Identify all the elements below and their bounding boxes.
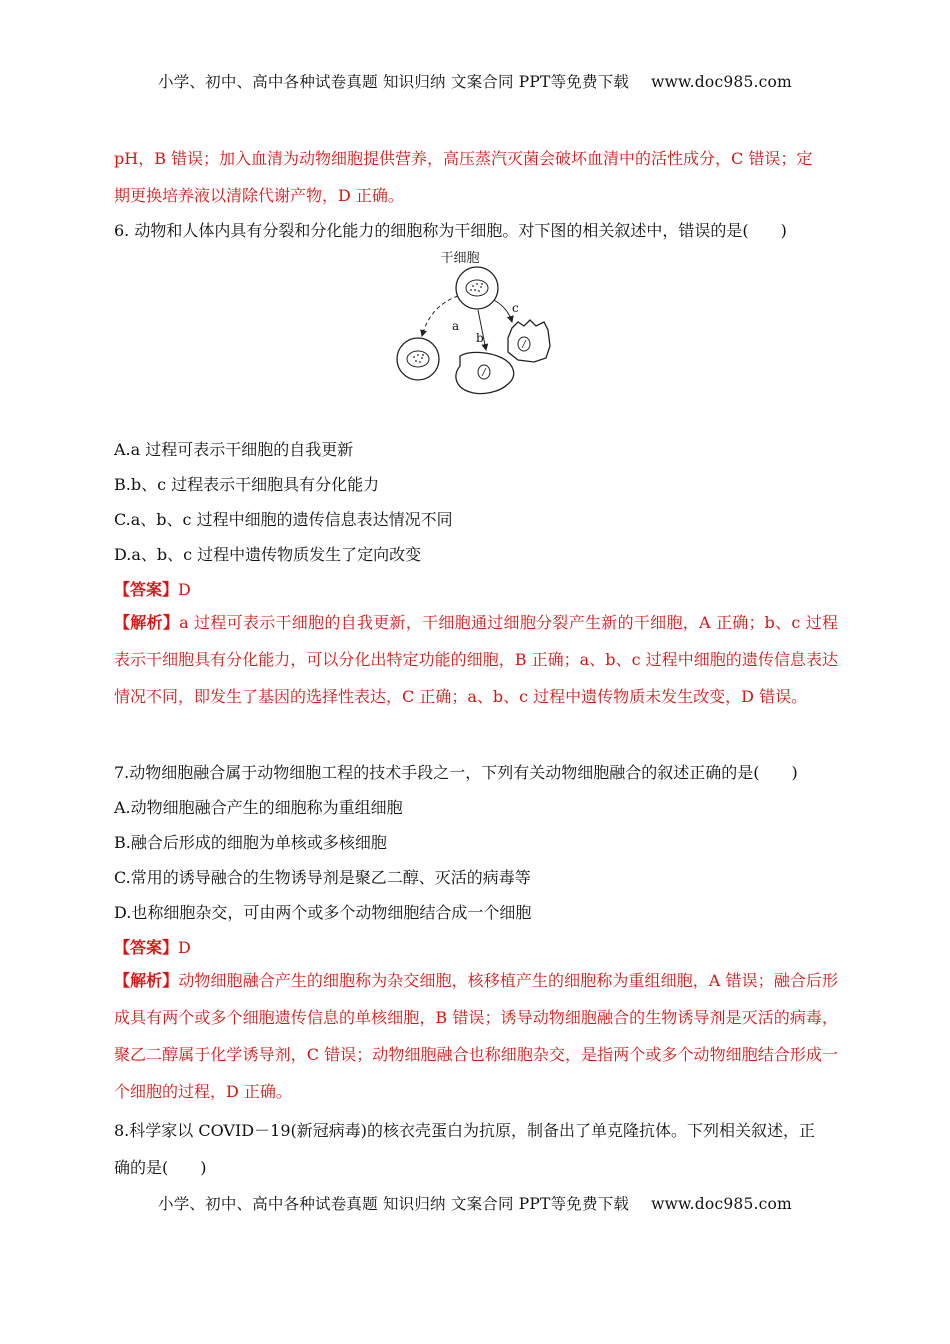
q7-option-c: C.常用的诱导融合的生物诱导剂是聚乙二醇、灭活的病毒等 xyxy=(114,868,531,887)
q6-answer-value: D xyxy=(178,580,191,599)
q7-analysis-text: 动物细胞融合产生的细胞称为杂交细胞，核移植产生的细胞称为重组细胞，A 错误；融合后形成具有两个或多个细胞遗传信息的单核细胞，B 错误；诱导动物细胞融合的生物诱导剂是灭活的病毒，聚乙二醇属于化学诱导剂，C 错误；动物细胞融合也称细胞杂交，是指两个或多个动物细胞结合形成一个细胞的过程，D 正确。 xyxy=(114,971,838,1101)
arrow-c xyxy=(494,300,512,322)
q7-option-d: D.也称细胞杂交，可由两个或多个动物细胞结合成一个细胞 xyxy=(114,903,532,922)
q6-option-d: D.a、b、c 过程中遗传物质发生了定向改变 xyxy=(114,545,422,564)
daughter-stem-cell xyxy=(397,338,439,380)
q6-option-a: A.a 过程可表示干细胞的自我更新 xyxy=(114,440,354,459)
q6-option-b: B.b、c 过程表示干细胞具有分化能力 xyxy=(114,475,380,494)
prev-analysis-line-1: pH，B 错误；加入血清为动物细胞提供营养，高压蒸汽灭菌会破坏血清中的活性成分，C 错误；定 xyxy=(114,149,813,168)
page-footer xyxy=(0,1192,950,1214)
q7-option-a: A.动物细胞融合产生的细胞称为重组细胞 xyxy=(114,798,403,817)
q6-analysis-tag: 【解析】 xyxy=(114,613,180,632)
differentiated-cell-b xyxy=(456,352,514,393)
stem-cell-diagram xyxy=(390,246,560,398)
label-c: c xyxy=(512,301,519,315)
q7-answer xyxy=(114,935,191,958)
q7-stem: 7.动物细胞融合属于动物细胞工程的技术手段之一，下列有关动物细胞融合的叙述正确的是( ) xyxy=(114,763,798,782)
q6-option-c: C.a、b、c 过程中细胞的遗传信息表达情况不同 xyxy=(114,510,453,529)
page-header xyxy=(0,70,950,92)
q6-analysis xyxy=(114,604,838,715)
footer-site-link[interactable]: www.doc985.com xyxy=(651,1195,792,1213)
q6-answer xyxy=(114,577,191,600)
label-b: b xyxy=(476,331,484,345)
q8-stem-line-1: 8.科学家以 COVID－19(新冠病毒)的核衣壳蛋白为抗原，制备出了单克隆抗体。下列相关叙述，正 xyxy=(114,1121,815,1140)
header-text: 小学、初中、高中各种试卷真题 知识归纳 文案合同 PPT等免费下载 xyxy=(158,73,630,91)
q7-answer-tag: 【答案】 xyxy=(114,938,179,957)
footer-text: 小学、初中、高中各种试卷真题 知识归纳 文案合同 PPT等免费下载 xyxy=(158,1195,630,1213)
q6-analysis-text: a 过程可表示干细胞的自我更新，干细胞通过细胞分裂产生新的干细胞，A 正确；b、c 过程表示干细胞具有分化能力，可以分化出特定功能的细胞，B 正确；a、b、c 过程中细胞的遗传信息表达情况不同，即发生了基因的选择性表达，C 正确；a、b、c 过程中遗传物质未发生改变，D 错误。 xyxy=(114,613,838,706)
q7-analysis-tag: 【解析】 xyxy=(114,971,179,990)
q6-answer-tag: 【答案】 xyxy=(114,580,179,599)
q7-answer-value: D xyxy=(178,938,191,957)
differentiated-cell-c xyxy=(508,320,550,362)
label-a: a xyxy=(452,319,460,333)
diagram-title: 干细胞 xyxy=(440,251,480,266)
stem-cell xyxy=(456,267,498,309)
q8-stem-line-2: 确的是( ) xyxy=(114,1158,207,1177)
q6-stem: 6. 动物和人体内具有分裂和分化能力的细胞称为干细胞。对下图的相关叙述中，错误的是( ) xyxy=(114,221,787,240)
q7-analysis xyxy=(114,962,838,1110)
header-site-link[interactable]: www.doc985.com xyxy=(651,73,792,91)
prev-analysis-line-2: 期更换培养液以清除代谢产物，D 正确。 xyxy=(114,186,404,205)
q7-option-b: B.融合后形成的细胞为单核或多核细胞 xyxy=(114,833,387,852)
